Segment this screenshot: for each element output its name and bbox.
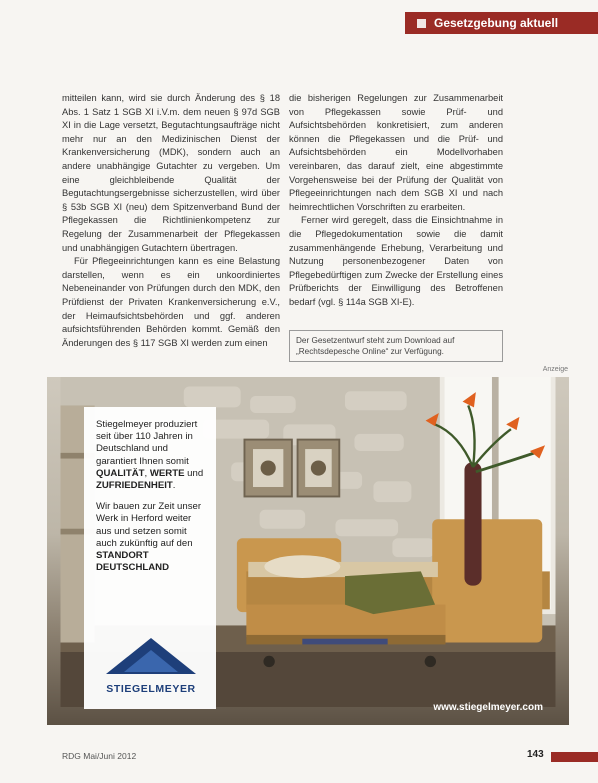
article-right-column xyxy=(289,92,503,310)
section-tag-label: Gesetzgebung aktuell xyxy=(434,16,559,30)
article-paragraph: die bisherigen Regelungen zur Zusammenarbeit von Pflegekassen sowie Prüf- und Aufsichtsbehörden konkretisiert, zum anderen können die Pflegekassen und die Prüf- und Aufsichtsbehörden ein Modellvorhaben vereinbaren, das darauf zielt, eine abgestimmte Vorgehensweise bei der Prüfung der Qualität von Pflegeeinrichtungen nach dem SGB XI und nach heimrechtlichen Vorschriften zu erarbeiten. xyxy=(289,93,503,212)
footer-issue: RDG Mai/Juni 2012 xyxy=(62,751,137,761)
ad-paragraph-2: Wir bauen zur Zeit unser Werk in Herford weiter aus und setzen somit auch zukünftig auf den STANDORT DEUTSCHLAND xyxy=(96,501,202,574)
stiegelmeyer-logo xyxy=(96,636,206,695)
section-tag xyxy=(405,12,598,34)
logo-triangle-icon xyxy=(96,636,206,676)
download-caption xyxy=(289,330,503,362)
article-left-column xyxy=(62,92,280,350)
ad-textbox xyxy=(84,407,216,709)
ad-paragraph-1: Stiegelmeyer produziert seit über 110 Jahren in Deutschland und garantiert Ihnen somit QUALITÄT, WERTE und ZUFRIEDENHEIT. xyxy=(96,419,204,492)
article-paragraph: Ferner wird geregelt, dass die Einsichtnahme in die Pflegedokumentation sowie die damit zusammenhängende Erhebung, Verarbeitung und Nutzung personenbezogener Daten von Pflegebedürftigen zum Zwecke der Erstellung eines Prüfberichts der Einwilligung des Betroffenen bedarf (vgl. § 114a SGB XI-E). xyxy=(289,215,503,307)
ad-website-link[interactable]: www.stiegelmeyer.com xyxy=(433,702,543,713)
advertisement[interactable] xyxy=(47,377,569,725)
article-paragraph: Für Pflegeeinrichtungen kann es eine Belastung darstellen, wenn es ein unkoordiniertes Nebeneinander von Prüfungen durch den MDK, den Prüfdienst der Privaten Krankenversicherung e.V., der Heimaufsichtsbehörden und ggf. anderen aufsichtsführenden Behörden kommt. Gemäß den Änderungen des § 117 SGB XI werden zum einen xyxy=(62,256,280,348)
caption-text: Der Gesetzentwurf steht zum Download auf „Rechtsdepesche Online“ zur Verfügung. xyxy=(296,336,455,356)
logo-wordmark: STIEGELMEYER xyxy=(106,682,196,695)
footer-accent-bar xyxy=(551,752,598,762)
page-number: 143 xyxy=(527,749,544,760)
article-paragraph: mitteilen kann, wird sie durch Änderung des § 18 Abs. 1 Satz 1 SGB XI i.V.m. dem neuen § 97d SGB XI in die Lage versetzt, Begutachtungsaufträge nicht mehr nur an den Medizinischen Dienst der Krankenversicherung (MDK), sondern auch an andere unabhängige Gutachter zu vergeben. Um eine gleichbleibende Qualität der Begutachtungsergebnisse sicherzustellen, wird über § 53b SGB XI (neu) dem Spitzenverband Bund der Pflegekassen die Richtlinienkompetenz zur Regelung der Zusammenarbeit der Pflegekassen und unabhängigen Gutachtern übertragen. xyxy=(62,93,280,253)
advertisement-label: Anzeige xyxy=(542,366,568,373)
square-icon xyxy=(417,19,426,28)
